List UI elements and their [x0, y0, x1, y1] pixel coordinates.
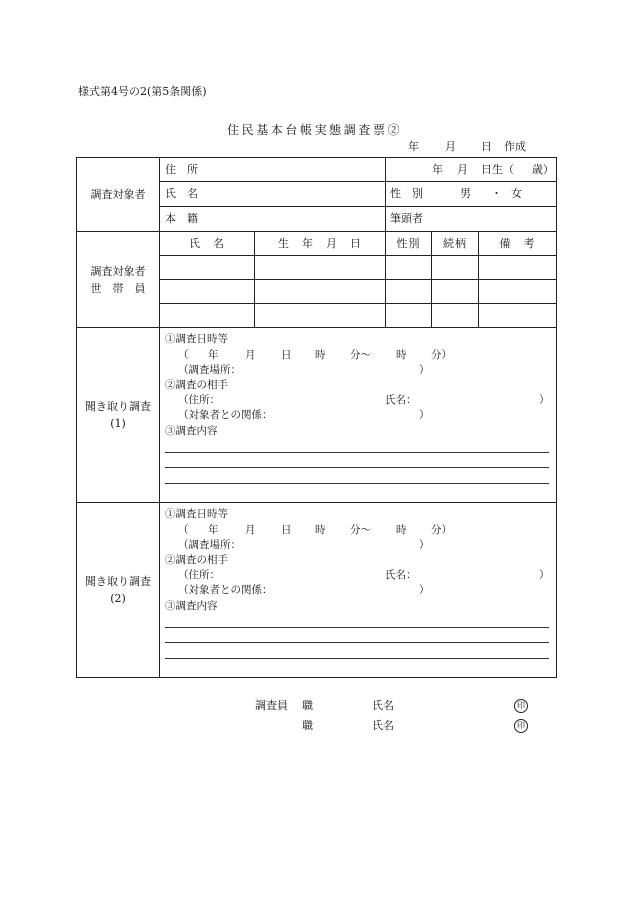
domicile-label: 本 籍: [165, 212, 198, 225]
datetime-end-hour-label: 時: [396, 524, 407, 536]
investigator-label: 調査員: [255, 699, 288, 712]
subject-household-head-cell: [386, 207, 557, 232]
member-birthdate-cell: [255, 256, 386, 280]
address-label: 住 所: [165, 162, 198, 176]
member-birthdate-cell: [255, 280, 386, 304]
datetime-end-hour-label: 時: [396, 349, 407, 361]
household-label-line2: 世 帯 員: [90, 281, 146, 295]
member-sex-cell: [386, 280, 432, 304]
subject-section-label: 調査対象者: [90, 188, 146, 201]
relation-close-paren: ）: [419, 584, 430, 596]
party-heading: ②調査の相手: [165, 379, 228, 391]
name-label: 氏 名: [165, 187, 198, 200]
interview-1-content-cell: [160, 328, 557, 503]
member-birthdate-cell: [255, 304, 386, 328]
column-header-relationship: [432, 232, 479, 256]
content-writing-line: [165, 658, 549, 659]
member-sex-cell: [386, 256, 432, 280]
interview-2-label-cell: [77, 503, 160, 678]
party-heading: ②調査の相手: [165, 554, 228, 566]
datetime-start-hour-label: 時: [315, 349, 326, 361]
investigator-name-label: 氏名: [372, 719, 394, 732]
birth-day-label: 日生（: [481, 162, 514, 176]
investigator-post-label: 職: [302, 699, 313, 712]
household-head-label: 筆頭者: [390, 212, 423, 225]
sex-separator: ・: [491, 187, 502, 200]
datetime-heading: ①調査日時等: [165, 333, 228, 345]
content-writing-line: [165, 627, 549, 628]
member-notes-cell: [479, 256, 557, 280]
column-header-name-text: 氏 名: [189, 236, 225, 250]
party-close-paren: ）: [539, 394, 550, 406]
household-label-line1: 調査対象者: [90, 264, 146, 278]
party-address-label: （住所：: [178, 569, 220, 581]
place-label: （調査場所：: [178, 364, 241, 376]
birth-month-label: 月: [457, 162, 468, 176]
member-notes-cell: [479, 304, 557, 328]
interview-2-content-cell: [160, 503, 557, 678]
interview-number: (2): [110, 592, 126, 605]
investigator-post-label: 職: [302, 719, 313, 732]
member-notes-cell: [479, 280, 557, 304]
datetime-month-label: 月: [245, 524, 256, 536]
content-writing-line: [165, 642, 549, 643]
subject-birthdate-cell: [386, 158, 557, 182]
interview-label: 聞き取り調査: [85, 400, 151, 413]
column-header-name: [160, 232, 255, 256]
datetime-open-paren: （: [178, 524, 189, 536]
member-relationship-cell: [432, 304, 479, 328]
member-name-cell: [160, 304, 255, 328]
column-header-relationship-text: 続柄: [443, 236, 467, 250]
party-address-label: （住所：: [178, 394, 220, 406]
datetime-month-label: 月: [245, 349, 256, 361]
investigator-name-label: 氏名: [372, 699, 394, 712]
column-header-sex-text: 性別: [396, 236, 421, 250]
relation-label: （対象者との関係：: [178, 584, 273, 596]
column-header-birthdate-text: 生 年 月 日: [278, 236, 362, 250]
datetime-start-minute-label: 分～: [350, 349, 371, 361]
age-label: 歳）: [532, 162, 554, 176]
household-section-label-cell: [77, 232, 160, 328]
sex-label: 性 別: [390, 187, 423, 200]
survey-form-table: [76, 157, 557, 678]
birth-year-label: 年: [432, 162, 443, 176]
sex-male-option: 男: [460, 187, 471, 200]
party-close-paren: ）: [539, 569, 550, 581]
subject-name-cell: [160, 182, 386, 207]
content-writing-line: [165, 452, 549, 453]
datetime-open-paren: （: [178, 349, 189, 361]
datetime-heading: ①調査日時等: [165, 508, 228, 520]
member-name-cell: [160, 280, 255, 304]
relation-close-paren: ）: [419, 409, 430, 421]
content-heading: ③調査内容: [165, 425, 218, 437]
form-number: 様式第4号の2(第5条関係): [78, 85, 207, 98]
subject-section-label-cell: [77, 158, 160, 232]
form-title: 住民基本台帳実態調査票②: [227, 123, 403, 137]
interview-number: (1): [110, 417, 126, 430]
member-sex-cell: [386, 304, 432, 328]
place-close-paren: ）: [419, 539, 430, 551]
sex-female-option: 女: [511, 187, 522, 200]
interview-label: 聞き取り調査: [85, 575, 151, 588]
seal-mark: 印: [514, 699, 528, 713]
content-writing-line: [165, 483, 549, 484]
member-name-cell: [160, 256, 255, 280]
member-relationship-cell: [432, 280, 479, 304]
column-header-birthdate: [255, 232, 386, 256]
creation-suffix-label: 作成: [504, 140, 526, 153]
party-name-label: 氏名：: [385, 394, 417, 406]
datetime-start-hour-label: 時: [315, 524, 326, 536]
datetime-start-minute-label: 分～: [350, 524, 371, 536]
creation-year-label: 年: [408, 140, 419, 153]
column-header-notes: [479, 232, 557, 256]
creation-day-label: 日: [481, 140, 492, 153]
member-relationship-cell: [432, 256, 479, 280]
content-writing-line: [165, 467, 549, 468]
subject-address-cell: [160, 158, 386, 182]
content-heading: ③調査内容: [165, 600, 218, 612]
relation-label: （対象者との関係：: [178, 409, 273, 421]
datetime-end-minute-label: 分）: [431, 524, 452, 536]
interview-1-label-cell: [77, 328, 160, 503]
place-label: （調査場所：: [178, 539, 241, 551]
column-header-notes-text: 備 考: [499, 236, 536, 250]
party-name-label: 氏名：: [385, 569, 417, 581]
subject-domicile-cell: [160, 207, 386, 232]
datetime-day-label: 日: [281, 349, 292, 361]
datetime-year-label: 年: [208, 349, 219, 361]
datetime-day-label: 日: [281, 524, 292, 536]
datetime-year-label: 年: [208, 524, 219, 536]
subject-sex-cell: [386, 182, 557, 207]
column-header-sex: [386, 232, 432, 256]
datetime-end-minute-label: 分）: [431, 349, 452, 361]
creation-month-label: 月: [445, 140, 456, 153]
seal-mark: 印: [514, 719, 528, 733]
place-close-paren: ）: [419, 364, 430, 376]
